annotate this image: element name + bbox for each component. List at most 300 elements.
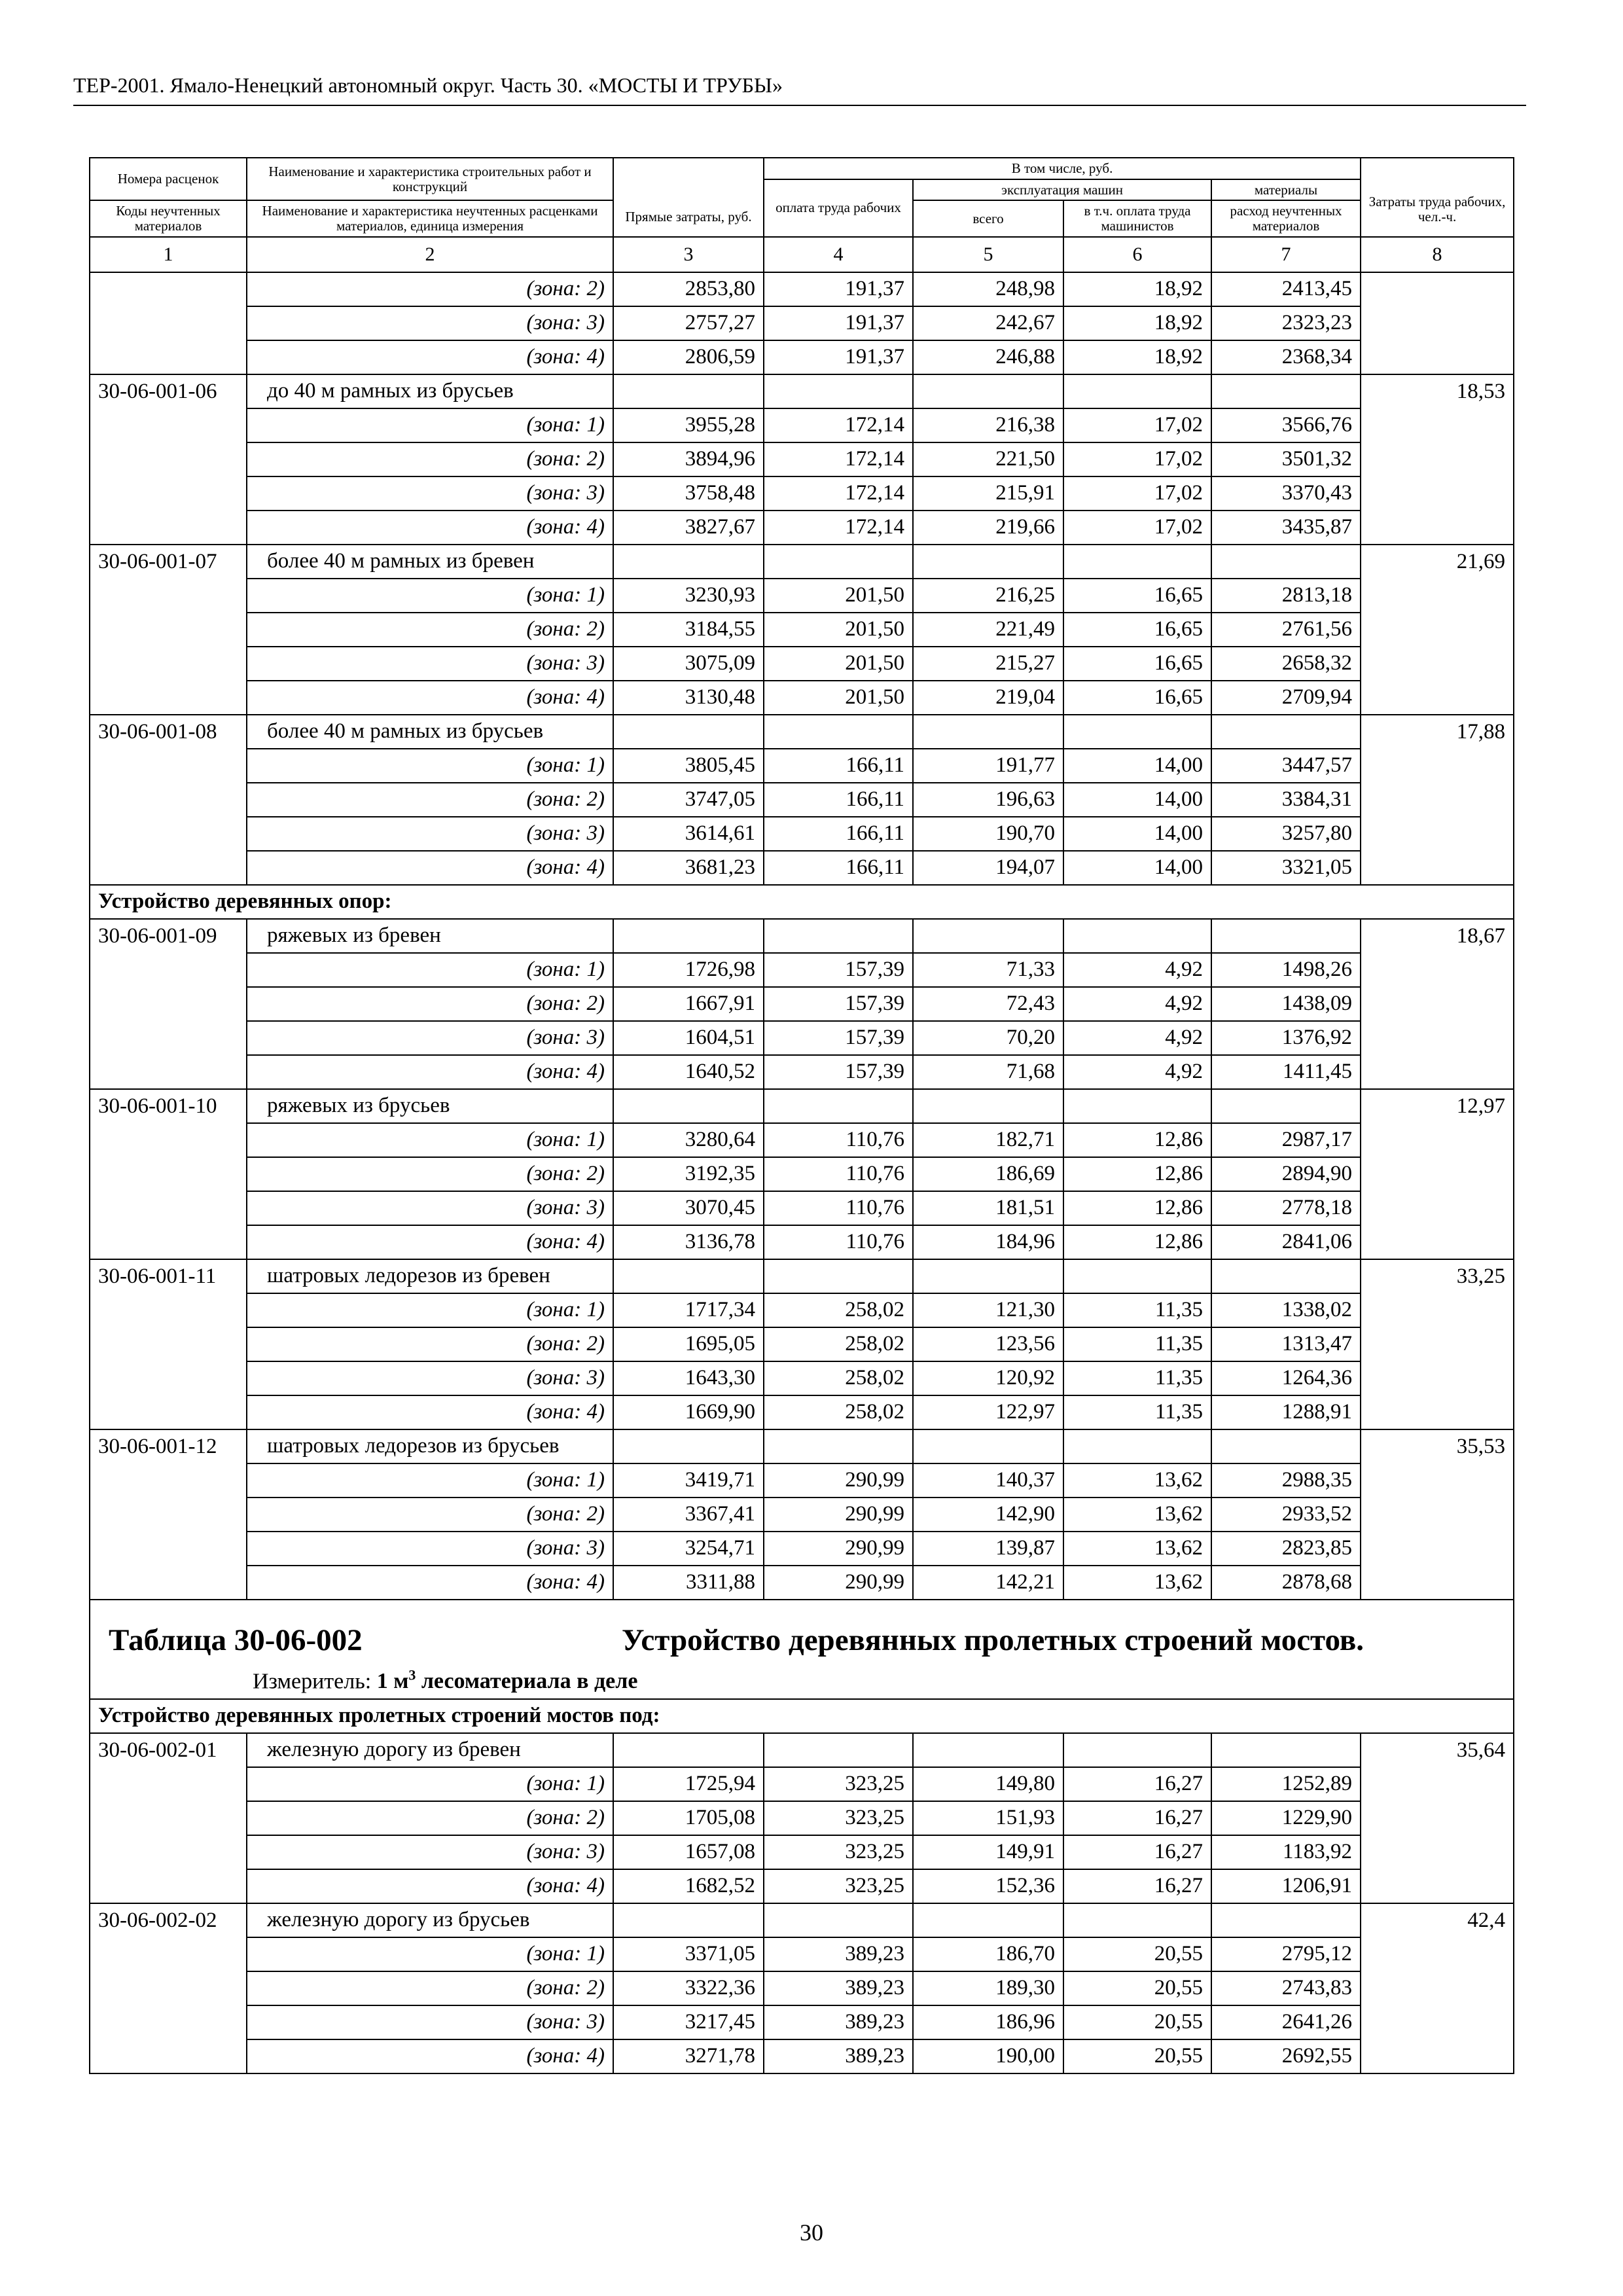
worker-pay-value: 290,99 [764,1498,913,1532]
rate-code-empty [90,1498,247,1532]
zone-row [90,2005,1514,2039]
direct-costs-value: 3827,67 [613,511,764,545]
labor-empty [1361,2005,1514,2039]
zone-row [90,749,1514,783]
empty-cell [913,1733,1063,1767]
zone-label: (зона: 3) [247,306,613,340]
operator-pay-value: 13,62 [1063,1566,1211,1600]
worker-pay-value: 191,37 [764,306,913,340]
zone-row [90,579,1514,613]
zone-label: (зона: 2) [247,613,613,647]
empty-cell [1063,545,1211,579]
worker-pay-value: 258,02 [764,1395,913,1429]
operator-pay-value: 17,02 [1063,511,1211,545]
zone-row [90,1361,1514,1395]
labor-empty [1361,1327,1514,1361]
machine-total-value: 139,87 [913,1532,1063,1566]
zone-label: (зона: 1) [247,953,613,987]
materials-value: 3566,76 [1211,408,1361,442]
direct-costs-value: 1604,51 [613,1021,764,1055]
labor-empty [1361,817,1514,851]
header-total: всего [913,200,1063,236]
zone-row [90,783,1514,817]
worker-pay-value: 290,99 [764,1566,913,1600]
zone-label: (зона: 4) [247,1055,613,1089]
rate-code-empty [90,681,247,715]
machine-total-value: 140,37 [913,1463,1063,1498]
materials-value: 2813,18 [1211,579,1361,613]
labor-empty [1361,681,1514,715]
labor-empty [1361,749,1514,783]
column-number: 8 [1361,237,1514,272]
labor-empty [1361,1463,1514,1498]
labor-empty [1361,1566,1514,1600]
rate-code-empty [90,647,247,681]
labor-empty [1361,476,1514,511]
machine-total-value: 221,49 [913,613,1063,647]
header-materials: материалы [1211,179,1361,201]
zone-row [90,1532,1514,1566]
machine-total-value: 71,33 [913,953,1063,987]
zone-row [90,647,1514,681]
zone-row [90,511,1514,545]
direct-costs-value: 3280,64 [613,1123,764,1157]
rate-code-empty [90,1801,247,1835]
empty-cell [1211,1733,1361,1767]
machine-total-value: 72,43 [913,987,1063,1021]
labor-empty [1361,340,1514,374]
worker-pay-value: 110,76 [764,1123,913,1157]
worker-pay-value: 323,25 [764,1869,913,1903]
section-heading-row [90,1699,1514,1733]
labor-empty [1361,1869,1514,1903]
zone-label: (зона: 2) [247,783,613,817]
machine-total-value: 121,30 [913,1293,1063,1327]
direct-costs-value: 2806,59 [613,340,764,374]
operator-pay-value: 4,92 [1063,1055,1211,1089]
zone-row [90,817,1514,851]
operator-pay-value: 16,27 [1063,1835,1211,1869]
direct-costs-value: 3075,09 [613,647,764,681]
zone-label: (зона: 3) [247,1361,613,1395]
empty-cell [1063,715,1211,749]
rate-code: 30-06-002-01 [90,1733,247,1767]
machine-total-value: 149,80 [913,1767,1063,1801]
machine-total-value: 71,68 [913,1055,1063,1089]
worker-pay-value: 290,99 [764,1463,913,1498]
operator-pay-value: 12,86 [1063,1191,1211,1225]
empty-cell [1211,1429,1361,1463]
labor-empty [1361,1055,1514,1089]
rate-code-empty [90,1937,247,1971]
zone-row [90,1869,1514,1903]
column-number: 3 [613,237,764,272]
rate-code: 30-06-001-06 [90,374,247,408]
rate-code-empty [90,1191,247,1225]
rate-code-empty [90,511,247,545]
operator-pay-value: 18,92 [1063,306,1211,340]
machine-total-value: 186,96 [913,2005,1063,2039]
zone-label: (зона: 1) [247,749,613,783]
empty-cell [1063,1733,1211,1767]
labor-empty [1361,1767,1514,1801]
machine-total-value: 248,98 [913,272,1063,306]
worker-pay-value: 166,11 [764,817,913,851]
operator-pay-value: 16,65 [1063,613,1211,647]
zone-row [90,613,1514,647]
direct-costs-value: 3681,23 [613,851,764,885]
labor-empty [1361,953,1514,987]
zone-label: (зона: 3) [247,2005,613,2039]
zone-label: (зона: 3) [247,1191,613,1225]
direct-costs-value: 1669,90 [613,1395,764,1429]
operator-pay-value: 11,35 [1063,1293,1211,1327]
machine-total-value: 219,66 [913,511,1063,545]
machine-total-value: 123,56 [913,1327,1063,1361]
machine-total-value: 246,88 [913,340,1063,374]
worker-pay-value: 166,11 [764,851,913,885]
rate-code-empty [90,1361,247,1395]
column-number: 5 [913,237,1063,272]
rates-table [89,157,1514,2074]
operator-pay-value: 12,86 [1063,1123,1211,1157]
header-operator-pay: в т.ч. оплата труда машинистов [1063,200,1211,236]
labor-empty [1361,1498,1514,1532]
worker-pay-value: 157,39 [764,987,913,1021]
rate-code-empty [90,1532,247,1566]
materials-value: 1264,36 [1211,1361,1361,1395]
materials-value: 1229,90 [1211,1801,1361,1835]
empty-cell [613,1089,764,1123]
header-machine-operation: эксплуатация машин [913,179,1211,201]
operator-pay-value: 11,35 [1063,1395,1211,1429]
worker-pay-value: 258,02 [764,1293,913,1327]
rate-code-empty [90,1971,247,2005]
zone-label: (зона: 4) [247,1566,613,1600]
page-number: 30 [800,2219,823,2246]
table-name: Устройство деревянных пролетных строений мостов. [622,1623,1364,1657]
materials-value: 2823,85 [1211,1532,1361,1566]
rate-row [90,919,1514,953]
empty-cell [764,715,913,749]
direct-costs-value: 1726,98 [613,953,764,987]
rate-code-empty [90,1055,247,1089]
zone-row [90,1021,1514,1055]
zone-row [90,1191,1514,1225]
table-header [90,158,1514,272]
rate-code-empty [90,1293,247,1327]
operator-pay-value: 20,55 [1063,1971,1211,2005]
zone-label: (зона: 3) [247,1532,613,1566]
operator-pay-value: 14,00 [1063,817,1211,851]
header-rate-numbers: Номера расценок [90,158,247,200]
materials-value: 2894,90 [1211,1157,1361,1191]
empty-cell [764,545,913,579]
unit-label: Измеритель: [253,1669,372,1694]
machine-total-value: 242,67 [913,306,1063,340]
labor-empty [1361,1395,1514,1429]
labor-empty [1361,442,1514,476]
zone-row [90,1767,1514,1801]
direct-costs-value: 3271,78 [613,2039,764,2073]
operator-pay-value: 16,65 [1063,647,1211,681]
zone-label: (зона: 1) [247,408,613,442]
materials-value: 3384,31 [1211,783,1361,817]
worker-pay-value: 389,23 [764,2039,913,2073]
zone-label: (зона: 1) [247,579,613,613]
rate-code: 30-06-001-07 [90,545,247,579]
direct-costs-value: 3130,48 [613,681,764,715]
operator-pay-value: 17,02 [1063,442,1211,476]
worker-pay-value: 172,14 [764,511,913,545]
machine-total-value: 142,21 [913,1566,1063,1600]
labor-empty [1361,851,1514,885]
header-labor: Затраты труда рабочих, чел.-ч. [1361,158,1514,237]
machine-total-value: 182,71 [913,1123,1063,1157]
machine-total-value: 219,04 [913,681,1063,715]
labor-empty [1361,1971,1514,2005]
empty-cell [1211,374,1361,408]
direct-costs-value: 1695,05 [613,1327,764,1361]
materials-value: 2323,23 [1211,306,1361,340]
worker-pay-value: 172,14 [764,476,913,511]
unit-value: 1 $м^3$ лесоматериала в деле [376,1666,638,1694]
empty-cell [1211,1903,1361,1937]
rate-code-empty [90,1869,247,1903]
direct-costs-value: 3254,71 [613,1532,764,1566]
materials-value: 2658,32 [1211,647,1361,681]
operator-pay-value: 16,65 [1063,681,1211,715]
running-header: ТЕР-2001. Ямало-Ненецкий автономный округ. Часть 30. «МОСТЫ И ТРУБЫ» [73,73,783,97]
materials-value: 3447,57 [1211,749,1361,783]
empty-cell [1211,1089,1361,1123]
labor-empty [1361,306,1514,340]
zone-row [90,1566,1514,1600]
operator-pay-value: 12,86 [1063,1225,1211,1259]
materials-value: 2933,52 [1211,1498,1361,1532]
operator-pay-value: 17,02 [1063,476,1211,511]
empty-cell [613,1903,764,1937]
empty-cell [613,1733,764,1767]
direct-costs-value: 1643,30 [613,1361,764,1395]
worker-pay-value: 290,99 [764,1532,913,1566]
empty-cell [913,1429,1063,1463]
zone-label: (зона: 2) [247,1971,613,2005]
operator-pay-value: 17,02 [1063,408,1211,442]
materials-value: 1338,02 [1211,1293,1361,1327]
materials-value: 2988,35 [1211,1463,1361,1498]
rate-name: железную дорогу из бревен [247,1733,613,1767]
labor-empty [1361,1801,1514,1835]
machine-total-value: 181,51 [913,1191,1063,1225]
labor-empty [1361,408,1514,442]
labor-value: 35,64 [1361,1733,1514,1767]
zone-label: (зона: 4) [247,851,613,885]
zone-row [90,1293,1514,1327]
materials-value: 2368,34 [1211,340,1361,374]
table-caption [90,1600,1514,1699]
labor-empty [1361,2039,1514,2073]
rate-code-empty [90,1123,247,1157]
column-number: 6 [1063,237,1211,272]
zone-row [90,1225,1514,1259]
table-title: Таблица 30-06-002 [109,1623,363,1657]
operator-pay-value: 16,27 [1063,1801,1211,1835]
direct-costs-value: 3367,41 [613,1498,764,1532]
rate-row [90,1733,1514,1767]
worker-pay-value: 172,14 [764,442,913,476]
zone-label: (зона: 3) [247,817,613,851]
direct-costs-value: 3311,88 [613,1566,764,1600]
empty-cell [764,1903,913,1937]
zone-row [90,1157,1514,1191]
materials-value: 1411,45 [1211,1055,1361,1089]
zone-label: (зона: 1) [247,1123,613,1157]
zone-row [90,1498,1514,1532]
worker-pay-value: 323,25 [764,1801,913,1835]
worker-pay-value: 323,25 [764,1835,913,1869]
empty-cell [913,374,1063,408]
operator-pay-value: 18,92 [1063,272,1211,306]
materials-value: 3501,32 [1211,442,1361,476]
zone-row [90,476,1514,511]
rate-row [90,545,1514,579]
table-body [90,272,1514,2073]
materials-value: 2878,68 [1211,1566,1361,1600]
operator-pay-value: 4,92 [1063,953,1211,987]
direct-costs-value: 2757,27 [613,306,764,340]
empty-cell [1211,919,1361,953]
labor-empty [1361,1157,1514,1191]
worker-pay-value: 201,50 [764,681,913,715]
machine-total-value: 190,70 [913,817,1063,851]
zone-row [90,2039,1514,2073]
worker-pay-value: 389,23 [764,2005,913,2039]
rate-code-empty [90,272,247,306]
rate-code-empty [90,1327,247,1361]
machine-total-value: 191,77 [913,749,1063,783]
labor-empty [1361,1191,1514,1225]
zone-label: (зона: 2) [247,1498,613,1532]
labor-value: 18,67 [1361,919,1514,953]
rate-code-empty [90,1566,247,1600]
header-material-codes: Коды неучтенных материалов [90,200,247,236]
zone-label: (зона: 4) [247,1869,613,1903]
rate-code-empty [90,783,247,817]
header-direct-costs: Прямые затраты, руб. [613,158,764,237]
rate-code-empty [90,1463,247,1498]
rate-code-empty [90,579,247,613]
zone-row [90,340,1514,374]
rate-name: ряжевых из брусьев [247,1089,613,1123]
direct-costs-value: 3371,05 [613,1937,764,1971]
direct-costs-value: 3217,45 [613,2005,764,2039]
direct-costs-value: 1705,08 [613,1801,764,1835]
labor-empty [1361,613,1514,647]
operator-pay-value: 20,55 [1063,2039,1211,2073]
empty-cell [913,919,1063,953]
materials-value: 2778,18 [1211,1191,1361,1225]
rate-code-empty [90,2039,247,2073]
empty-cell [913,1259,1063,1293]
rate-name: железную дорогу из брусьев [247,1903,613,1937]
zone-label: (зона: 1) [247,1767,613,1801]
rate-code: 30-06-001-12 [90,1429,247,1463]
machine-total-value: 142,90 [913,1498,1063,1532]
zone-row [90,408,1514,442]
machine-total-value: 190,00 [913,2039,1063,2073]
operator-pay-value: 11,35 [1063,1327,1211,1361]
machine-total-value: 122,97 [913,1395,1063,1429]
labor-empty [1361,1293,1514,1327]
rate-code-empty [90,340,247,374]
zone-label: (зона: 3) [247,647,613,681]
worker-pay-value: 110,76 [764,1157,913,1191]
zone-row [90,953,1514,987]
empty-cell [764,919,913,953]
empty-cell [913,715,1063,749]
machine-total-value: 152,36 [913,1869,1063,1903]
materials-value: 2692,55 [1211,2039,1361,2073]
operator-pay-value: 13,62 [1063,1463,1211,1498]
materials-value: 3370,43 [1211,476,1361,511]
zone-row [90,1937,1514,1971]
worker-pay-value: 191,37 [764,272,913,306]
direct-costs-value: 3184,55 [613,613,764,647]
empty-cell [1063,1903,1211,1937]
column-number: 1 [90,237,247,272]
machine-total-value: 184,96 [913,1225,1063,1259]
rate-code-empty [90,1835,247,1869]
rate-row [90,1089,1514,1123]
empty-cell [613,1429,764,1463]
operator-pay-value: 18,92 [1063,340,1211,374]
rate-code: 30-06-001-10 [90,1089,247,1123]
rate-code-empty [90,1395,247,1429]
zone-row [90,1971,1514,2005]
worker-pay-value: 201,50 [764,579,913,613]
worker-pay-value: 166,11 [764,783,913,817]
rate-code-empty [90,953,247,987]
direct-costs-value: 3322,36 [613,1971,764,2005]
rate-code-empty [90,1767,247,1801]
rate-code-empty [90,1157,247,1191]
rate-code-empty [90,442,247,476]
section-heading: Устройство деревянных пролетных строений мостов под: [90,1699,1514,1733]
operator-pay-value: 4,92 [1063,1021,1211,1055]
labor-value: 21,69 [1361,545,1514,579]
materials-value: 1313,47 [1211,1327,1361,1361]
zone-label: (зона: 4) [247,511,613,545]
empty-cell [613,715,764,749]
empty-cell [1063,1429,1211,1463]
zone-label: (зона: 4) [247,1395,613,1429]
table-unit [253,1668,637,1693]
labor-empty [1361,783,1514,817]
section-heading-row [90,885,1514,919]
header-worker-pay: оплата труда рабочих [764,179,913,237]
worker-pay-value: 389,23 [764,1971,913,2005]
rate-code-empty [90,2005,247,2039]
labor-empty [1361,1835,1514,1869]
machine-total-value: 216,25 [913,579,1063,613]
zone-label: (зона: 4) [247,340,613,374]
direct-costs-value: 3955,28 [613,408,764,442]
materials-value: 2795,12 [1211,1937,1361,1971]
zone-row [90,1327,1514,1361]
direct-costs-value: 1640,52 [613,1055,764,1089]
materials-value: 1288,91 [1211,1395,1361,1429]
